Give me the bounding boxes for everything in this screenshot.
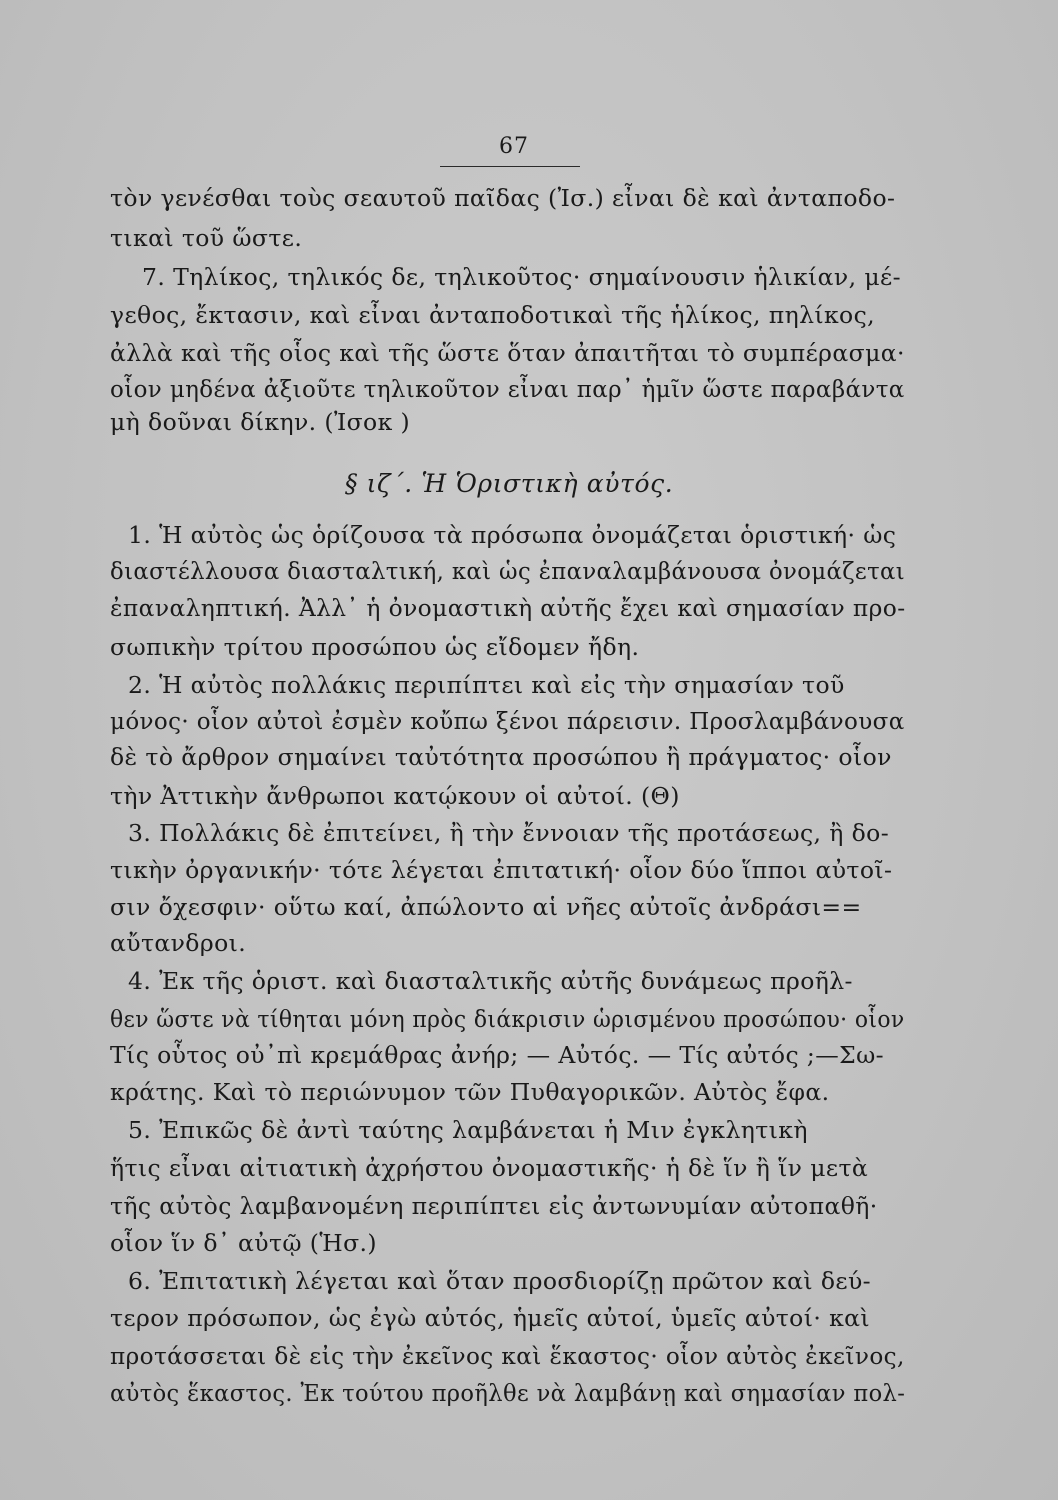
text-line: γεθος, ἔκτασιν, καὶ εἶναι ἀνταποδοτικαὶ τῆς ἡλίκος, πηλίκος, bbox=[110, 301, 876, 329]
text-line: ἐπαναληπτική. Ἀλλ᾽ ἡ ὀνομαστικὴ αὐτῆς ἔχει καὶ σημασίαν προ- bbox=[110, 594, 906, 622]
text-line: οἷον ἵν δ᾽ αὐτῷ (Ἡσ.) bbox=[110, 1229, 377, 1257]
text-line: αὐτὸς ἕκαστος. Ἐκ τούτου προῆλθε νὰ λαμβάνῃ καὶ σημασίαν πολ- bbox=[110, 1379, 906, 1407]
text-line: 3. Πολλάκις δὲ ἐπιτείνει, ἢ τὴν ἔννοιαν τῆς προτάσεως, ἢ δο- bbox=[128, 819, 890, 847]
text-line: αὔτανδροι. bbox=[110, 929, 247, 957]
text-line: 1. Ἡ αὐτὸς ὡς ὁρίζουσα τὰ πρόσωπα ὀνομάζεται ὁριστική· ὡς bbox=[128, 521, 897, 549]
text-line: ἀλλὰ καὶ τῆς οἷος καὶ τῆς ὥστε ὅταν ἀπαιτῆται τὸ συμπέρασμα· bbox=[110, 339, 905, 367]
text-line: τικὴν ὀργανικήν· τότε λέγεται ἐπιτατική· οἷον δύο ἵπποι αὐτοῖ- bbox=[110, 856, 893, 884]
text-line: δὲ τὸ ἄρθρον σημαίνει ταὐτότητα προσώπου ἢ πράγματος· οἷον bbox=[110, 743, 892, 771]
text-line: 6. Ἐπιτατικὴ λέγεται καὶ ὅταν προσδιορίζῃ πρῶτον καὶ δεύ- bbox=[128, 1267, 871, 1295]
text-line: οἷον μηδένα ἀξιοῦτε τηλικοῦτον εἶναι παρ᾽ ἡμῖν ὥστε παραβάντα bbox=[110, 375, 905, 403]
text-line: ἥτις εἶναι αἰτιατικὴ ἀχρήστου ὀνομαστικῆς· ἡ δὲ ἵν ἢ ἵν μετὰ bbox=[110, 1154, 869, 1182]
text-line: 4. Ἐκ τῆς ὁριστ. καὶ διασταλτικῆς αὐτῆς δυνάμεως προῆλ- bbox=[128, 967, 853, 995]
text-line: 2. Ἡ αὐτὸς πολλάκις περιπίπτει καὶ εἰς τὴν σημασίαν τοῦ bbox=[128, 671, 845, 699]
text-line: 7. Τηλίκος, τηλικός δε, τηλικοῦτος· σημαίνουσιν ἡλικίαν, μέ- bbox=[142, 263, 901, 291]
text-line: διαστέλλουσα διασταλτική, καὶ ὡς ἐπαναλαμβάνουσα ὀνομάζεται bbox=[110, 557, 906, 585]
text-line: τικαὶ τοῦ ὥστε. bbox=[110, 224, 303, 252]
text-line: μὴ δοῦναι δίκην. (Ἰσοκ ) bbox=[110, 408, 411, 436]
text-line: Τίς οὗτος οὐ᾽πὶ κρεμάθρας ἀνήρ; — Αὐτός. — Τίς αὐτός ;—Σω- bbox=[110, 1041, 885, 1069]
text-line: τερον πρόσωπον, ὡς ἐγὼ αὐτός, ἡμεῖς αὐτοί, ὑμεῖς αὐτοί· καὶ bbox=[110, 1304, 871, 1332]
text-line: τὴν Ἀττικὴν ἄνθρωποι κατῴκουν οἱ αὐτοί. (Θ) bbox=[110, 782, 680, 810]
text-line: 5. Ἐπικῶς δὲ ἀντὶ ταύτης λαμβάνεται ἡ Μιν ἐγκλητικὴ bbox=[128, 1116, 808, 1144]
text-line: προτάσσεται δὲ εἰς τὴν ἐκεῖνος καὶ ἕκαστος· οἷον αὐτὸς ἐκεῖνος, bbox=[110, 1342, 905, 1370]
section-heading: § ιζ΄. Ἡ Ὁριστικὴ αὐτός. bbox=[345, 469, 674, 498]
text-line: σωπικὴν τρίτου προσώπου ὡς εἴδομεν ἤδη. bbox=[110, 633, 640, 661]
text-line: τῆς αὐτὸς λαμβανομένη περιπίπτει εἰς ἀντωνυμίαν αὐτοπαθῆ· bbox=[110, 1192, 878, 1220]
text-line: κράτης. Καὶ τὸ περιώνυμον τῶν Πυθαγορικῶν. Αὐτὸς ἔφα. bbox=[110, 1078, 830, 1106]
text-line: θεν ὥστε νὰ τίθηται μόνη πρὸς διάκρισιν ὡρισμένου προσώπου· οἷον bbox=[110, 1005, 905, 1033]
text-line: μόνος· οἷον αὐτοὶ ἐσμὲν κοὔπω ξένοι πάρεισιν. Προσλαμβάνουσα bbox=[110, 707, 905, 735]
text-line: σιν ὄχεσφιν· οὕτω καί, ἀπώλοντο αἱ νῆες αὐτοῖς ἀνδράσι== bbox=[110, 893, 862, 921]
page-number: 67 bbox=[499, 134, 529, 159]
page-number-rule bbox=[440, 166, 580, 167]
text-line: τὸν γενέσθαι τοὺς σεαυτοῦ παῖδας (Ἰσ.) εἶναι δὲ καὶ ἀνταποδο- bbox=[110, 184, 896, 212]
